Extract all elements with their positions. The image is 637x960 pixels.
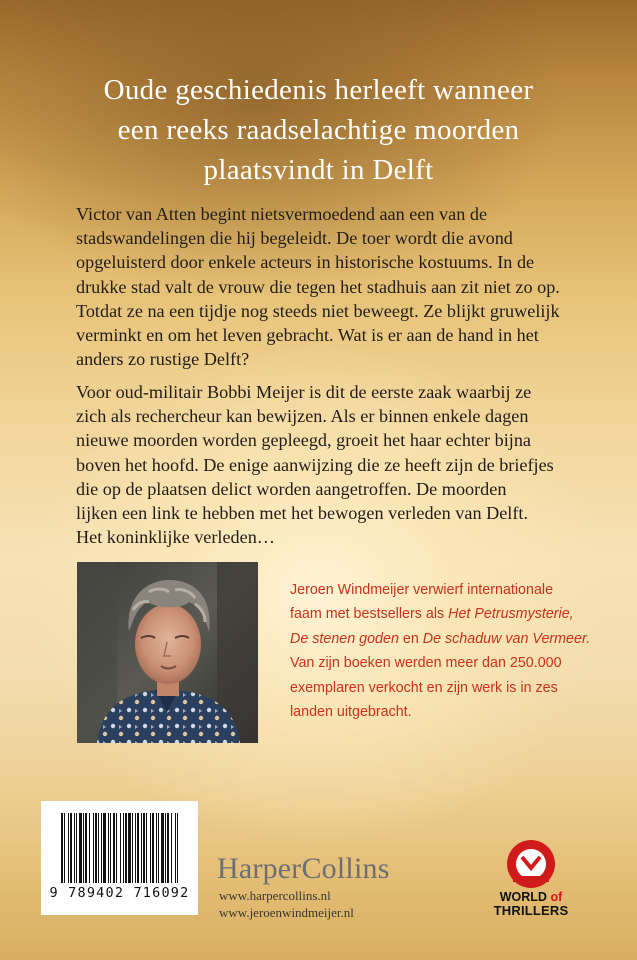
barcode-bar — [68, 813, 69, 883]
book-title: De schaduw van Vermeer. — [422, 630, 591, 647]
blurb-line: Het koninklijke verleden… — [76, 527, 275, 548]
barcode-bar — [95, 813, 97, 883]
barcode-bar — [128, 813, 131, 883]
barcode-bar — [177, 813, 178, 883]
barcode-bar — [101, 813, 102, 883]
blurb-line: die op de plaatsen delict worden aangetroffen. De moorden — [76, 478, 507, 499]
barcode-bar — [98, 813, 99, 883]
barcode-bar — [135, 813, 136, 883]
barcode-bar — [108, 813, 109, 883]
logo-inner-circle — [516, 849, 546, 879]
barcode-bar — [146, 813, 147, 883]
barcode-bar — [74, 813, 75, 883]
logo-base — [513, 876, 549, 882]
headline-line: Oude geschiedenis herleeft wanneer — [103, 74, 534, 106]
barcode-bar — [125, 813, 127, 883]
author-bio — [290, 578, 590, 724]
author-photo — [77, 562, 258, 743]
blurb-line: stadswandelingen die hij begeleidt. De toer wordt die avond — [76, 228, 513, 249]
blurb-paragraph-2 — [76, 380, 576, 549]
barcode-number: 9 789402 716092 — [49, 885, 190, 901]
book-title: De stenen goden — [290, 630, 399, 647]
logo-text-line1 — [488, 890, 574, 904]
publisher-logo: HarperCollins — [217, 852, 390, 885]
publisher-url[interactable]: www.harpercollins.nl — [219, 888, 331, 903]
barcode-bar — [123, 813, 124, 883]
blurb-line: lijken een link te hebben met het bewogen verleden van Delft. — [76, 503, 528, 524]
barcode-bar — [61, 813, 63, 883]
barcode-bar — [132, 813, 133, 883]
barcode-bar — [70, 813, 72, 883]
blurb-line: Voor oud-militair Bobbi Meijer is dit de eerste zaak waarbij ze — [76, 382, 532, 402]
barcode-bar — [165, 813, 166, 883]
barcode-bar — [143, 813, 145, 883]
barcode-bar — [150, 813, 151, 883]
barcode-bar — [89, 813, 90, 883]
bio-text: faam met bestsellers als — [290, 606, 449, 623]
bio-line: landen uitgebracht. — [290, 704, 412, 721]
barcode-bar — [167, 813, 169, 883]
headline — [40, 70, 597, 190]
barcode-bar — [161, 813, 164, 883]
barcode-bars — [61, 813, 178, 883]
blurb-line: Totdat ze na een tijdje nog steeds niet beweegt. Ze blijkt gruwelijk — [76, 300, 560, 321]
book-title: Het Petrusmysterie, — [448, 606, 574, 623]
barcode-bar — [171, 813, 172, 883]
barcode-bar — [120, 813, 121, 883]
barcode-bar — [93, 813, 94, 883]
bio-line: Jeroen Windmeijer verwierf internationale — [290, 582, 554, 598]
blurb-line: zich als rechercheur kan bewijzen. Als er binnen enkele dagen — [76, 406, 529, 427]
barcode-bar — [85, 813, 87, 883]
headline-line: plaatsvindt in Delft — [203, 154, 434, 186]
blurb-line: nieuwe moorden worden gepleegd, groeit het haar echter bijna — [76, 430, 532, 451]
blurb-line: opgeluisterd door enkele acteurs in historische kostuums. In de — [76, 252, 535, 273]
logo-text-line2: THRILLERS — [493, 903, 569, 918]
blurb-line: anders zo rustige Delft? — [76, 349, 250, 370]
barcode-bar — [175, 813, 176, 883]
barcode-bar — [137, 813, 139, 883]
logo-of: of — [550, 890, 563, 904]
bio-line — [290, 602, 590, 626]
blurb-paragraph-1 — [76, 202, 576, 371]
barcode-bar — [103, 813, 106, 883]
logo-world: WORLD — [499, 890, 551, 904]
blurb-line: drukke stad valt de vrouw die tegen het stadhuis aan zit niet zo op. — [76, 276, 560, 297]
barcode-bar — [110, 813, 111, 883]
barcode-bar — [158, 813, 159, 883]
barcode-bar — [156, 813, 157, 883]
bio-line: exemplaren verkocht en zijn werk is in zes — [290, 679, 558, 696]
barcode-bar — [76, 813, 77, 883]
barcode-bar — [79, 813, 82, 883]
barcode-bar — [141, 813, 142, 883]
barcode-bar — [83, 813, 84, 883]
bio-text: en — [398, 630, 423, 647]
blurb-line: Victor van Atten begint nietsvermoedend aan een van de — [76, 204, 488, 224]
author-url[interactable]: www.jeroenwindmeijer.nl — [219, 905, 354, 920]
barcode-bar — [113, 813, 115, 883]
bio-line — [290, 627, 590, 651]
bio-line: Van zijn boeken werden meer dan 250.000 — [290, 655, 562, 672]
barcode-bar — [152, 813, 154, 883]
blurb-line: boven het hoofd. De enige aanwijzing die ze heeft zijn de briefjes — [76, 454, 554, 475]
barcode-bar — [116, 813, 117, 883]
barcode-bar — [64, 813, 65, 883]
headline-line: een reeks raadselachtige moorden — [117, 114, 520, 146]
barcode — [41, 801, 198, 915]
blurb-line: verminkt en om het leven gebracht. Wat is er aan de hand in het — [76, 325, 539, 346]
